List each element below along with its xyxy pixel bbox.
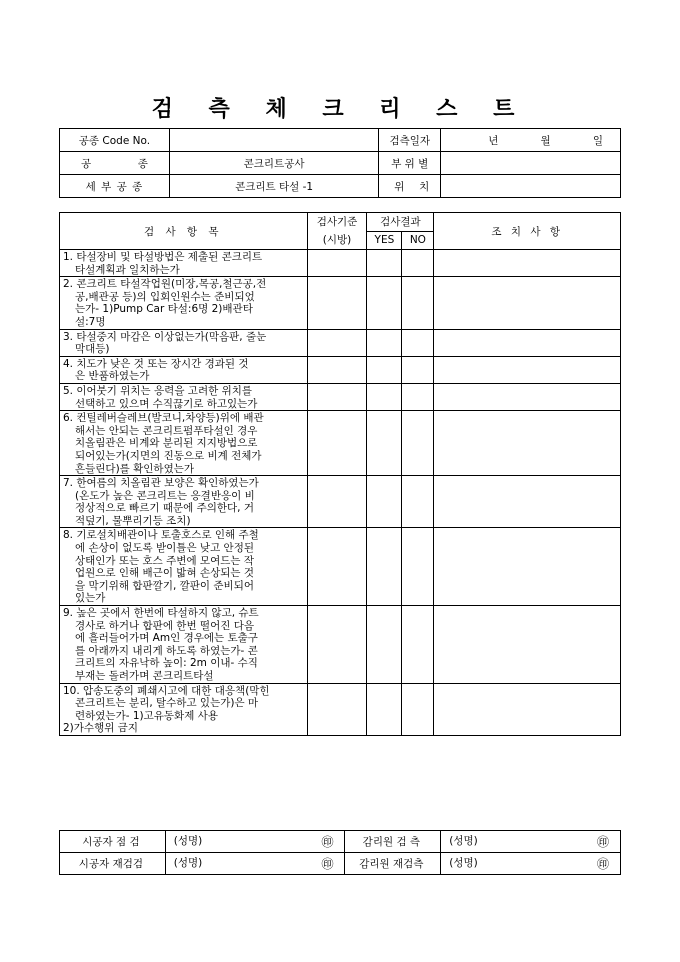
supervisor-recheck-label: 감리원 재검측 [345,853,441,875]
checklist-item-text [60,356,308,383]
action-cell[interactable] [434,250,621,277]
seal-icon: ㊞ [321,857,334,871]
work-type-label-a: 공 [81,157,92,170]
location-value[interactable] [441,175,621,198]
checklist-item-line: 에 손상이 없도록 받이틀은 낮고 안정된 [75,542,254,555]
checklist-item-text [60,383,308,410]
sign-text: (성명) [173,835,203,847]
signature-table [59,830,621,875]
checklist-item-line: 2. 콘크리트 타설작업원(미장,목공,철근공,전 [63,278,267,291]
yes-cell[interactable] [367,683,402,735]
col-standard-a: 검사기준 [316,216,358,228]
no-cell[interactable] [402,250,434,277]
yes-cell[interactable] [367,356,402,383]
sign-text: (성명) [449,835,478,847]
no-cell[interactable] [402,683,434,735]
contractor-check-sign[interactable] [165,831,345,853]
checklist-item-line: 막대등) [75,343,110,356]
work-type-value[interactable]: 콘크리트공사 [169,152,378,175]
checklist-item-line: 4. 치도가 낮은 것 또는 장시간 경과된 것 [63,357,249,370]
no-cell[interactable] [402,606,434,684]
checklist-items [60,250,621,736]
checklist-item-line: 해서는 안되는 콘크리트펌푸타설인 경우 [75,424,258,437]
action-cell[interactable] [434,277,621,329]
part-value[interactable] [441,152,621,175]
checklist-item-text [60,277,308,329]
col-result: 검사결과 [367,213,434,232]
checklist-row [60,250,621,277]
checklist-item-line: 9. 높은 곳에서 한번에 타설하지 않고, 슈트 [63,607,259,620]
seal-icon: ㊞ [596,835,609,849]
header-table [59,128,621,198]
checklist-row [60,528,621,606]
checklist-item-line: 적덮기, 물뿌리기등 조치) [75,514,191,527]
contractor-check-label: 시공자 점 검 [60,831,166,853]
yes-cell[interactable] [367,383,402,410]
col-standard [307,213,367,250]
standard-cell[interactable] [307,277,367,329]
work-code-value[interactable] [169,129,378,152]
date-month: 월 [540,134,551,147]
col-items: 검 사 항 목 [60,213,308,250]
checklist-item-line: 상태인가 또는 호스 주변에 모여드는 작 [75,554,254,567]
sign-text: (성명) [173,857,203,869]
checklist-item-line: 련하였는가- 1)고유동화제 사용 [75,709,218,722]
yes-cell[interactable] [367,606,402,684]
col-no: NO [402,231,434,250]
detail-value[interactable]: 콘크리트 타설 -1 [169,175,378,198]
checklist-row [60,329,621,356]
no-cell[interactable] [402,277,434,329]
checklist-item-text [60,683,308,735]
checklist-item-line: 부재는 돌려가며 콘크리트타설 [75,670,214,682]
location-label-a: 위 [394,180,405,193]
no-cell[interactable] [402,476,434,528]
date-year: 년 [488,134,499,147]
checklist-row [60,606,621,684]
action-cell[interactable] [434,476,621,528]
checklist-item-line: 업원으로 인해 배근이 밟혀 손상되는 것 [75,567,254,580]
action-cell[interactable] [434,411,621,476]
yes-cell[interactable] [367,277,402,329]
checklist-item-line: 는가- 1)Pump Car 타설:6명 2)배관타 [75,303,253,316]
standard-cell[interactable] [307,383,367,410]
yes-cell[interactable] [367,411,402,476]
checklist-item-text [60,606,308,684]
standard-cell[interactable] [307,476,367,528]
checklist-item-line: 2)가수행위 금지 [63,722,138,735]
checklist-item-line: 설:7명 [75,315,106,328]
no-cell[interactable] [402,329,434,356]
no-cell[interactable] [402,411,434,476]
checklist-item-text [60,250,308,277]
col-action: 조 치 사 항 [434,213,621,250]
checklist-item-line: 경사로 하거나 합판에 한번 떨어진 다음 [75,619,254,632]
action-cell[interactable] [434,606,621,684]
work-type-label-b: 종 [137,157,148,170]
action-cell[interactable] [434,356,621,383]
checklist-item-line: 콘크리트는 분리, 탈수하고 있는가)은 마 [75,697,259,710]
standard-cell[interactable] [307,606,367,684]
yes-cell[interactable] [367,476,402,528]
no-cell[interactable] [402,356,434,383]
checklist-item-line: 5. 이어붓기 위치는 응력을 고려한 위치를 [63,384,252,397]
checklist-row [60,476,621,528]
inspection-date-label: 검측일자 [379,129,441,152]
action-cell[interactable] [434,528,621,606]
checklist-row [60,356,621,383]
part-label: 부 위 별 [379,152,441,175]
checklist-item-line: 을 막기위해 합판깔기, 깔판이 준비되어 [75,579,254,592]
checklist-item-line: 선택하고 있으며 수직끊기로 하고있는가 [75,397,258,410]
checklist-item-line: 치올림관은 비계와 분리된 지지방법으로 [75,437,258,450]
work-code-label: 공종 Code No. [60,129,170,152]
checklist-item-line: 흔들린다)를 확인하였는가 [75,462,195,475]
checklist-item-line: 되어있는가(지면의 진동으로 비계 전체가 [75,449,262,462]
checklist-item-line: 있는가 [75,592,106,605]
checklist-row [60,411,621,476]
checklist-item-line: 1. 타설장비 및 타설방법은 제출된 콘크리트 [63,251,263,263]
location-label [379,175,441,198]
checklist-item-line: 정상적으로 빠르기 때문에 주의한다, 거 [75,502,254,515]
checklist-table [59,212,621,736]
col-yes: YES [367,231,402,250]
checklist-row [60,383,621,410]
col-standard-b: (시방) [322,234,352,246]
checklist-item-line: 에 흘러들어가며 Am인 경우에는 토출구 [75,632,258,645]
checklist-item-line: 6. 컨틸레버슬레브(발코니,차양등)위에 배관 [63,412,264,425]
inspection-date-value[interactable] [441,129,621,152]
checklist-item-text [60,329,308,356]
page-title: 검 측 체 크 리 스 트 [151,96,529,122]
standard-cell[interactable] [307,250,367,277]
standard-cell[interactable] [307,329,367,356]
checklist-item-line: (온도가 높은 콘크리트는 응결반응이 비 [75,489,255,502]
checklist-item-line: 10. 압송도중의 폐쇄시고에 대한 대응책(막힌 [63,684,270,697]
checklist-item-line: 를 아래까지 내리게 하도록 하였는가- 콘 [75,644,258,657]
date-day: 일 [592,134,603,147]
contractor-recheck-sign[interactable] [165,853,345,875]
standard-cell[interactable] [307,411,367,476]
yes-cell[interactable] [367,329,402,356]
checklist-item-text [60,528,308,606]
standard-cell[interactable] [307,528,367,606]
checklist-item-line: 3. 타설중지 마감은 이상없는가(막음판, 줄눈 [63,330,267,343]
checklist-item-line: 타설계획과 일치하는가 [75,263,180,276]
sign-text: (성명) [449,857,478,869]
contractor-recheck-label: 시공자 재검검 [60,853,166,875]
no-cell[interactable] [402,528,434,606]
action-cell[interactable] [434,329,621,356]
seal-icon: ㊞ [321,835,334,849]
checklist-item-line: 공,배관공 등)의 입회인원수는 준비되었 [75,290,255,303]
checklist-item-line: 크리트의 자유낙하 높이: 2m 이내- 수직 [75,657,258,670]
checklist-row [60,683,621,735]
action-cell[interactable] [434,383,621,410]
work-type-label [60,152,170,175]
checklist-item-line: 은 반품하였는가 [75,370,150,383]
checklist-item-text [60,476,308,528]
location-label-b: 치 [419,180,430,193]
supervisor-recheck-sign[interactable] [441,853,621,875]
detail-label: 세 부 공 종 [60,175,170,198]
yes-cell[interactable] [367,250,402,277]
yes-cell[interactable] [367,528,402,606]
standard-cell[interactable] [307,683,367,735]
supervisor-check-sign[interactable] [441,831,621,853]
checklist-row [60,277,621,329]
supervisor-check-label: 감리원 검 측 [345,831,441,853]
no-cell[interactable] [402,383,434,410]
checklist-item-line: 8. 기로설치배관이나 토출호스로 인해 주철 [63,529,259,542]
seal-icon: ㊞ [596,857,609,871]
checklist-item-line: 7. 한여름의 치올림관 보양은 확인하였는가 [63,477,259,490]
checklist-item-text [60,411,308,476]
action-cell[interactable] [434,683,621,735]
standard-cell[interactable] [307,356,367,383]
